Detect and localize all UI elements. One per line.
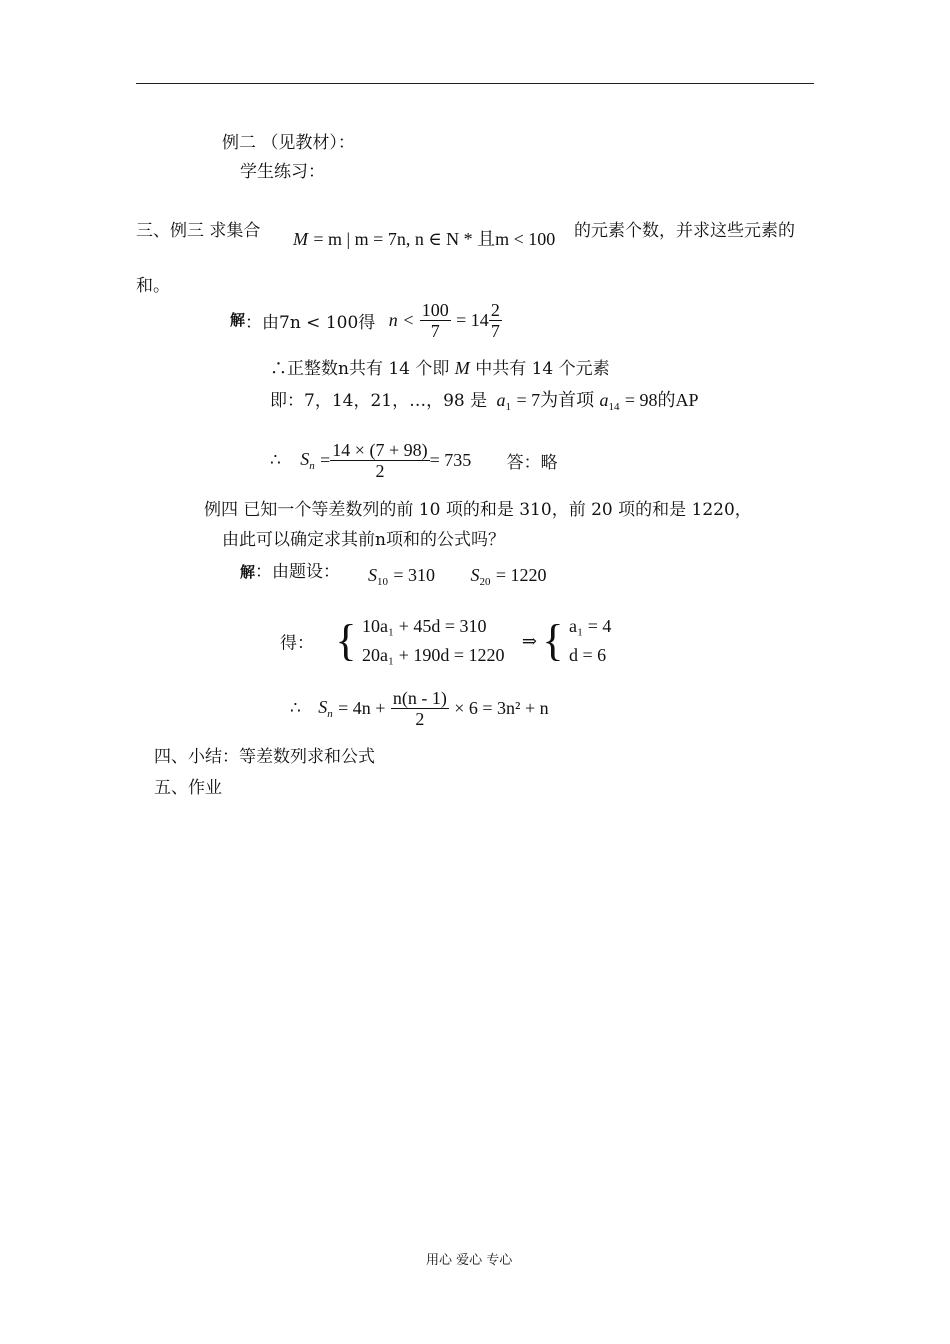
fraction-numerator: 14 × (7 + 98)	[332, 440, 428, 460]
sum-result: = 735	[429, 450, 472, 470]
implies-symbol: ⇒	[521, 630, 538, 651]
fraction-denominator: 7	[430, 321, 440, 341]
fraction-denominator: 2	[415, 709, 425, 729]
fraction-2-over-7	[489, 300, 502, 341]
fraction-100-over-7	[420, 300, 451, 341]
set-definition	[293, 225, 555, 251]
sequence-list: 即：7，14，21，…，98 是	[270, 391, 488, 411]
section-summary: 四、小结：等差数列求和公式	[154, 747, 375, 767]
example-3-solution-line-3	[270, 386, 699, 413]
therefore-symbol: ∴	[270, 450, 281, 471]
fraction-numerator: 2	[490, 300, 500, 320]
example-3-solution-line-2	[270, 354, 610, 379]
left-brace-result: {	[542, 616, 564, 665]
equation-2: 20a₁ + 190d = 1220	[361, 645, 505, 665]
student-practice: 学生练习：	[240, 162, 325, 182]
solution-text: ：由7n < 100得	[245, 313, 376, 333]
first-term: = 7为首项	[516, 390, 595, 410]
result-d: d = 6	[568, 645, 607, 665]
set-body: = m | m = 7n, n ∈ N * 且m < 100	[313, 229, 556, 249]
header-rule	[136, 83, 814, 84]
left-brace: {	[335, 616, 357, 665]
example-3-heading: 三、例三 求集合	[136, 221, 261, 241]
set-name: M	[293, 229, 308, 249]
solution-label: 解	[240, 563, 256, 581]
sum-symbol: $S_n$	[300, 449, 315, 472]
sum-symbol: $S_n$	[318, 697, 333, 720]
footer-text: 用心 爱心 专心	[426, 1253, 513, 1268]
a1: $a_1$	[496, 390, 512, 413]
a14: $a_{14}$	[599, 390, 620, 413]
example-4-given	[240, 557, 340, 582]
get-label: 得：	[280, 633, 314, 654]
therefore-symbol: ∴	[290, 698, 301, 719]
example-4-line-1: 例四 已知一个等差数列的前 10 项的和是 310，前 20 项的和是 1220，	[204, 500, 752, 520]
example-3-sum: ∴ $S_n$ = $\frac{14 \times (7 + 98)}{2}$ = 735 答：略	[270, 440, 558, 481]
example-3-question-end: 和。	[136, 276, 170, 296]
result-a1: a₁ = 4	[568, 616, 612, 636]
solution-label: 解	[230, 311, 246, 329]
equation-1: 10a₁ + 45d = 310	[361, 616, 487, 636]
fraction-denominator: 2	[375, 461, 385, 481]
fraction-numerator: 100	[421, 300, 449, 320]
positive-integer-count: ∴正整数n共有 14 个即	[270, 359, 450, 379]
set-name: M	[454, 358, 470, 378]
formula-result: × 6 = 3n² + n	[454, 698, 549, 718]
s10-value: = 310	[393, 565, 436, 585]
equation-system	[280, 612, 611, 670]
s20-value: = 1220	[495, 565, 547, 585]
s10: $S_{10}$	[368, 565, 388, 588]
section-homework: 五、作业	[154, 778, 222, 798]
example-3-solution-line-1	[230, 300, 502, 341]
sum-fraction	[330, 440, 429, 481]
formula-fraction	[391, 688, 449, 729]
example-4-final	[290, 688, 549, 729]
system-solution	[569, 612, 611, 670]
fraction-numerator: n(n - 1)	[392, 688, 447, 708]
arithmetic-progression: = 98的AP	[624, 390, 699, 410]
answer: 答：略	[506, 453, 558, 473]
example-4-line-2: 由此可以确定求其前n项和的公式吗？	[222, 530, 505, 550]
system-equations	[362, 612, 505, 670]
given-sums	[368, 565, 547, 588]
example-3-question: 的元素个数，并求这些元素的	[574, 221, 795, 241]
element-count: 中共有 14 个元素	[475, 359, 610, 379]
s20: $S_{20}$	[470, 565, 491, 588]
given-text: ：由题设：	[255, 562, 341, 582]
sum-formula: = 4n +	[338, 698, 386, 718]
fraction-denominator: 7	[490, 321, 500, 341]
equals-14: = 14	[456, 310, 489, 330]
example-2-label: 例二 （见教材）：	[222, 133, 355, 153]
inequality: n <	[388, 310, 415, 330]
